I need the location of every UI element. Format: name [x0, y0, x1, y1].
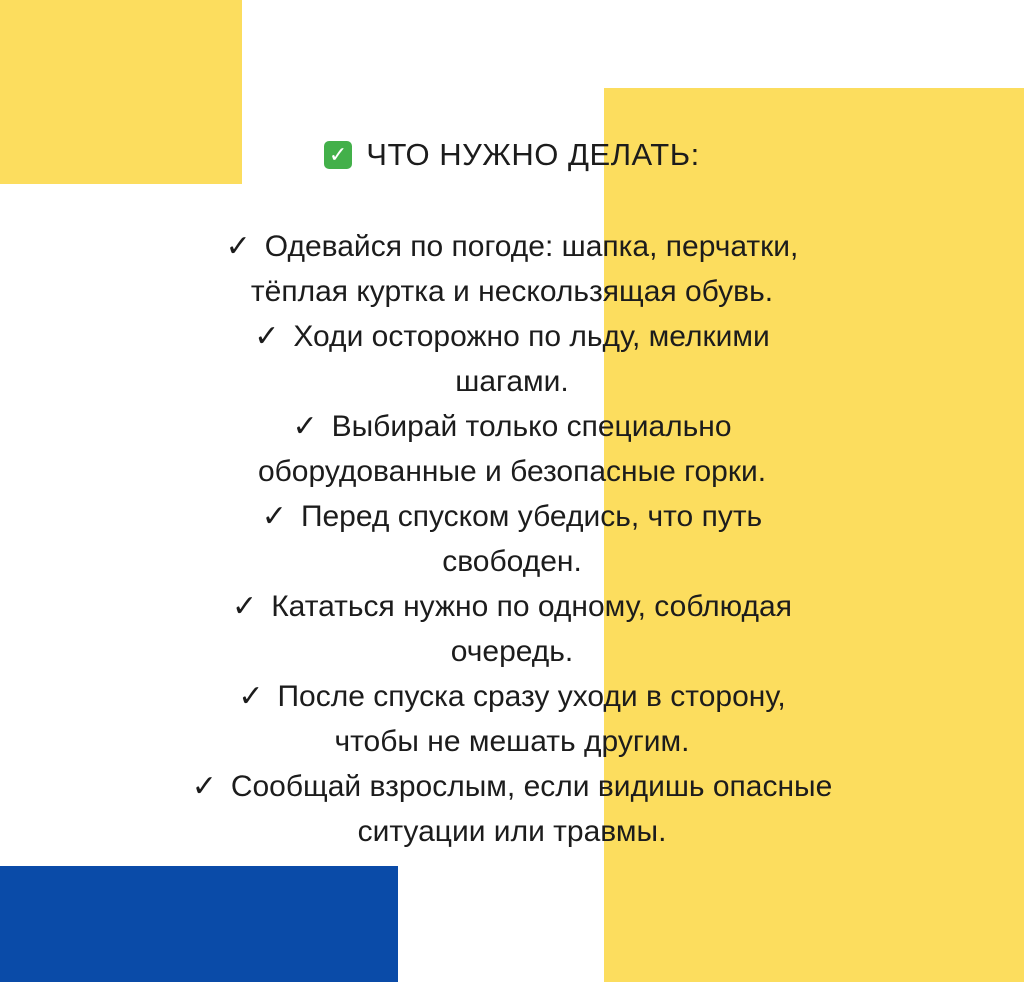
check-mark-icon: ✓: [238, 680, 264, 713]
item-text-line-1: После спуска сразу уходи в сторону,: [277, 680, 786, 713]
item-text-line-2: тёплая куртка и нескользящая обувь.: [250, 275, 774, 308]
check-mark-icon: ✓: [254, 320, 280, 353]
check-mark-icon: ✓: [232, 590, 258, 623]
list-item: [60, 224, 964, 314]
list-item: [60, 584, 964, 674]
list-item: [60, 314, 964, 404]
list-item: [60, 674, 964, 764]
item-text-line-2: очередь.: [450, 635, 574, 668]
item-text-line-2: свободен.: [442, 545, 582, 578]
item-text-line-1: Перед спуском убедись, что путь: [300, 500, 763, 533]
checkbox-checked-icon: ✓: [324, 141, 352, 169]
item-text-line-1: Ходи осторожно по льду, мелкими: [293, 320, 770, 353]
check-mark-icon: ✓: [191, 770, 217, 803]
list-item: [60, 404, 964, 494]
check-mark-icon: ✓: [292, 410, 318, 443]
check-mark-icon: ✓: [225, 230, 251, 263]
heading: [60, 130, 964, 180]
list-item: [60, 494, 964, 584]
item-text-line-1: Сообщай взрослым, если видишь опасные: [230, 770, 833, 803]
instructions-card: [60, 130, 964, 854]
rules-list: [60, 224, 964, 854]
item-text-line-2: шагами.: [455, 365, 569, 398]
list-item: [60, 764, 964, 854]
item-text-line-2: оборудованные и безопасные горки.: [257, 455, 767, 488]
item-text-line-1: Одевайся по погоде: шапка, перчатки,: [264, 230, 799, 263]
check-mark-icon: ✓: [261, 500, 287, 533]
heading-text: ЧТО НУЖНО ДЕЛАТЬ:: [366, 137, 700, 172]
item-text-line-2: ситуации или травмы.: [357, 815, 667, 848]
item-text-line-1: Кататься нужно по одному, соблюдая: [271, 590, 792, 623]
item-text-line-1: Выбирай только специально: [331, 410, 732, 443]
blue-rectangle-decoration: [0, 866, 398, 982]
item-text-line-2: чтобы не мешать другим.: [334, 725, 690, 758]
